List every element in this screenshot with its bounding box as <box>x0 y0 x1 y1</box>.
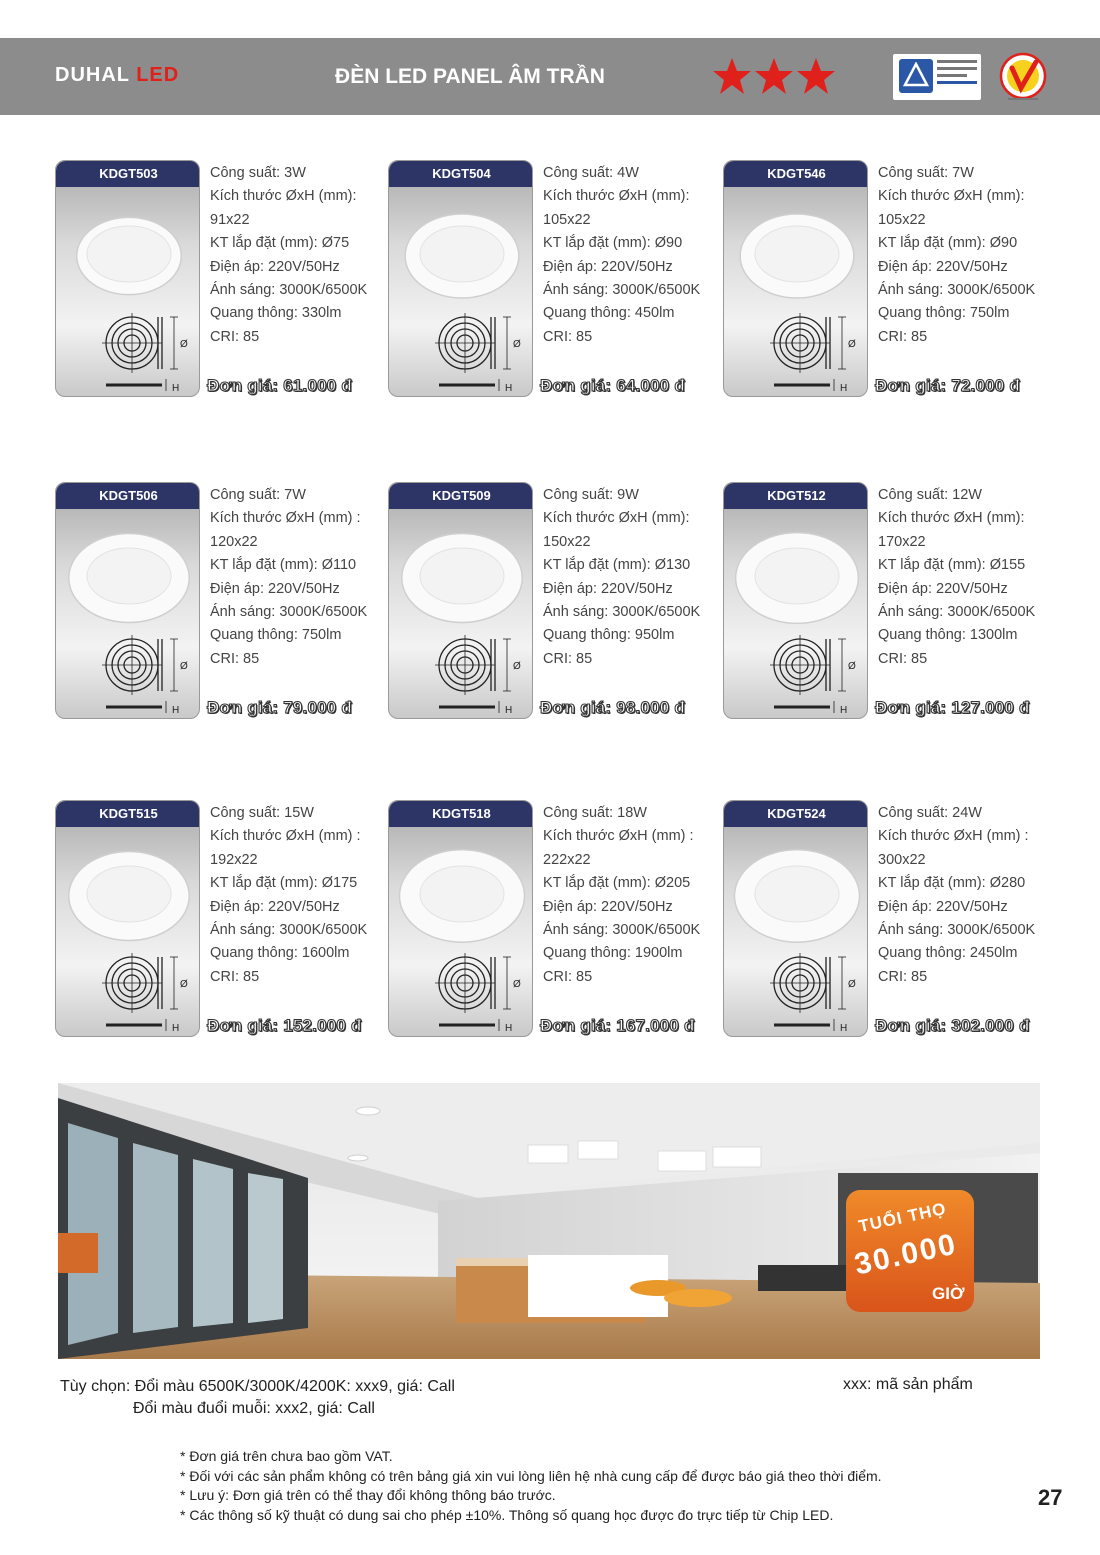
diameter-label: Ø <box>513 661 521 672</box>
product-specs <box>543 484 718 671</box>
dimension-diagram <box>100 953 198 1033</box>
spec-power: Công suất: 12W <box>878 487 982 503</box>
product-card <box>55 160 385 400</box>
product-price: Đơn giá: 79.000 đ <box>207 698 352 717</box>
tuv-certification-logo <box>893 54 981 100</box>
notes-block <box>180 1447 882 1525</box>
product-price: Đơn giá: 302.000 đ <box>875 1016 1030 1035</box>
diameter-label: Ø <box>848 979 856 990</box>
product-specs <box>210 162 385 349</box>
spec-cri: CRI: 85 <box>878 328 928 345</box>
product-code: KDGT515 <box>56 801 200 827</box>
spec-voltage: Điện áp: 220V/50Hz <box>543 898 673 915</box>
spec-size-label: Kích thước ØxH (mm) : <box>878 828 1029 845</box>
lamp-photo <box>732 841 862 951</box>
product-image-panel <box>388 160 533 397</box>
spec-flux: Quang thông: 450lm <box>543 305 675 322</box>
product-specs <box>878 802 1053 989</box>
spec-voltage: Điện áp: 220V/50Hz <box>210 258 340 275</box>
diameter-label: Ø <box>180 339 188 350</box>
product-card <box>388 800 718 1040</box>
spec-size-label: Kích thước ØxH (mm) : <box>210 828 361 845</box>
spec-size: 120x22 <box>210 533 258 550</box>
lamp-photo <box>64 841 194 951</box>
spec-install: KT lắp đặt (mm): Ø280 <box>878 875 1026 892</box>
diameter-label: Ø <box>180 661 188 672</box>
dimension-diagram <box>433 953 531 1033</box>
diameter-label: Ø <box>180 979 188 990</box>
diameter-label: Ø <box>513 979 521 990</box>
star-icon <box>796 56 836 96</box>
spec-size-label: Kích thước ØxH (mm) : <box>210 510 361 527</box>
spec-cri: CRI: 85 <box>878 968 928 985</box>
spec-light: Ánh sáng: 3000K/6500K <box>878 604 1036 621</box>
height-label: H <box>172 1023 180 1033</box>
product-price: Đơn giá: 167.000 đ <box>540 1016 695 1035</box>
spec-light: Ánh sáng: 3000K/6500K <box>878 922 1036 939</box>
product-price: Đơn giá: 152.000 đ <box>207 1016 362 1035</box>
dimension-diagram <box>768 635 866 715</box>
spec-size-label: Kích thước ØxH (mm): <box>210 188 357 205</box>
spec-voltage: Điện áp: 220V/50Hz <box>210 580 340 597</box>
spec-flux: Quang thông: 1600lm <box>210 945 350 962</box>
product-image-panel <box>55 482 200 719</box>
lamp-photo <box>732 201 862 311</box>
spec-light: Ánh sáng: 3000K/6500K <box>878 282 1036 299</box>
spec-flux: Quang thông: 950lm <box>543 627 675 644</box>
diameter-label: Ø <box>513 339 521 350</box>
height-label: H <box>840 705 848 715</box>
spec-cri: CRI: 85 <box>543 650 593 667</box>
spec-size-label: Kích thước ØxH (mm) : <box>543 828 694 845</box>
spec-power: Công suất: 18W <box>543 805 647 821</box>
spec-light: Ánh sáng: 3000K/6500K <box>543 604 701 621</box>
spec-cri: CRI: 85 <box>878 650 928 667</box>
height-label: H <box>505 383 513 393</box>
product-image-panel <box>388 800 533 1037</box>
product-specs <box>878 484 1053 671</box>
spec-light: Ánh sáng: 3000K/6500K <box>543 922 701 939</box>
spec-power: Công suất: 9W <box>543 487 639 503</box>
product-code: KDGT509 <box>389 483 533 509</box>
lamp-photo <box>397 201 527 311</box>
spec-light: Ánh sáng: 3000K/6500K <box>210 922 368 939</box>
spec-size: 150x22 <box>543 533 591 550</box>
spec-power: Công suất: 4W <box>543 165 639 181</box>
spec-voltage: Điện áp: 220V/50Hz <box>543 580 673 597</box>
spec-power: Công suất: 15W <box>210 805 314 821</box>
rating-stars <box>712 56 836 96</box>
spec-size: 170x22 <box>878 533 926 550</box>
header-band <box>0 38 1100 115</box>
height-label: H <box>505 705 513 715</box>
page-number: 27 <box>1038 1485 1063 1510</box>
product-code: KDGT503 <box>56 161 200 187</box>
product-specs <box>210 802 385 989</box>
spec-voltage: Điện áp: 220V/50Hz <box>878 898 1008 915</box>
product-specs <box>543 802 718 989</box>
spec-install: KT lắp đặt (mm): Ø90 <box>878 235 1018 252</box>
lifespan-unit: GIỜ <box>932 1284 965 1303</box>
diameter-label: Ø <box>848 661 856 672</box>
dimension-diagram <box>100 635 198 715</box>
product-specs <box>210 484 385 671</box>
note-item: * Đối với các sản phẩm không có trên bảng giá xin vui lòng liên hệ nhà cung cấp để được báo giá theo thời điểm. <box>180 1467 882 1484</box>
product-card <box>388 482 718 722</box>
brand-accent: LED <box>136 64 180 86</box>
dimension-diagram <box>433 635 531 715</box>
lamp-photo <box>397 523 527 633</box>
brand-main: DUHAL <box>55 64 137 86</box>
product-card <box>723 800 1053 1040</box>
product-image-panel <box>55 160 200 397</box>
spec-size: 91x22 <box>210 211 250 228</box>
note-item: * Đơn giá trên chưa bao gồm VAT. <box>180 1448 393 1464</box>
dimension-diagram <box>100 313 198 393</box>
product-image-panel <box>723 800 868 1037</box>
spec-cri: CRI: 85 <box>210 328 260 345</box>
dimension-diagram <box>433 313 531 393</box>
spec-size: 300x22 <box>878 851 926 868</box>
note-item: * Lưu ý: Đơn giá trên có thể thay đổi không thông báo trước. <box>180 1487 556 1503</box>
spec-voltage: Điện áp: 220V/50Hz <box>878 580 1008 597</box>
product-specs <box>543 162 718 349</box>
spec-install: KT lắp đặt (mm): Ø90 <box>543 235 683 252</box>
spec-flux: Quang thông: 1900lm <box>543 945 683 962</box>
product-price: Đơn giá: 61.000 đ <box>207 376 352 395</box>
spec-cri: CRI: 85 <box>210 968 260 985</box>
product-image-panel <box>388 482 533 719</box>
spec-size: 105x22 <box>878 211 926 228</box>
option-line-2: Đổi màu đuổi muỗi: xxx2, giá: Call <box>133 1400 375 1417</box>
lifespan-label: TUỔI THỌ <box>856 1198 949 1237</box>
product-card <box>55 482 385 722</box>
product-code: KDGT518 <box>389 801 533 827</box>
product-card <box>723 482 1053 722</box>
product-card <box>723 160 1053 400</box>
spec-flux: Quang thông: 330lm <box>210 305 342 322</box>
spec-power: Công suất: 7W <box>878 165 974 181</box>
lamp-photo <box>397 841 527 951</box>
spec-flux: Quang thông: 1300lm <box>878 627 1018 644</box>
spec-voltage: Điện áp: 220V/50Hz <box>210 898 340 915</box>
spec-install: KT lắp đặt (mm): Ø130 <box>543 557 691 574</box>
spec-cri: CRI: 85 <box>210 650 260 667</box>
spec-flux: Quang thông: 750lm <box>210 627 342 644</box>
spec-size: 222x22 <box>543 851 591 868</box>
spec-light: Ánh sáng: 3000K/6500K <box>543 282 701 299</box>
lifespan-hours: 30.000 <box>851 1227 960 1282</box>
product-price: Đơn giá: 127.000 đ <box>875 698 1030 717</box>
height-label: H <box>840 1023 848 1033</box>
product-image-panel <box>55 800 200 1037</box>
product-code: KDGT512 <box>724 483 868 509</box>
lamp-photo <box>64 523 194 633</box>
spec-size-label: Kích thước ØxH (mm): <box>878 510 1025 527</box>
page-title: ĐÈN LED PANEL ÂM TRẦN <box>335 65 605 88</box>
product-code: KDGT546 <box>724 161 868 187</box>
spec-install: KT lắp đặt (mm): Ø110 <box>210 557 357 574</box>
height-label: H <box>840 383 848 393</box>
spec-install: KT lắp đặt (mm): Ø155 <box>878 557 1026 574</box>
spec-size: 192x22 <box>210 851 258 868</box>
spec-size-label: Kích thước ØxH (mm): <box>543 510 690 527</box>
product-card <box>388 160 718 400</box>
product-price: Đơn giá: 72.000 đ <box>875 376 1020 395</box>
quality-seal-logo <box>994 52 1052 104</box>
lamp-photo <box>732 523 862 633</box>
spec-install: KT lắp đặt (mm): Ø175 <box>210 875 358 892</box>
star-icon <box>712 56 752 96</box>
product-price: Đơn giá: 64.000 đ <box>540 376 685 395</box>
spec-cri: CRI: 85 <box>543 328 593 345</box>
product-code: KDGT506 <box>56 483 200 509</box>
product-code: KDGT524 <box>724 801 868 827</box>
product-card <box>55 800 385 1040</box>
spec-size-label: Kích thước ØxH (mm): <box>543 188 690 205</box>
lifespan-badge <box>846 1190 974 1312</box>
spec-light: Ánh sáng: 3000K/6500K <box>210 604 368 621</box>
product-image-panel <box>723 482 868 719</box>
height-label: H <box>172 705 180 715</box>
spec-size-label: Kích thước ØxH (mm): <box>878 188 1025 205</box>
spec-install: KT lắp đặt (mm): Ø75 <box>210 235 350 252</box>
spec-flux: Quang thông: 2450lm <box>878 945 1018 962</box>
star-icon <box>754 56 794 96</box>
spec-voltage: Điện áp: 220V/50Hz <box>543 258 673 275</box>
spec-light: Ánh sáng: 3000K/6500K <box>210 282 368 299</box>
height-label: H <box>505 1023 513 1033</box>
spec-install: KT lắp đặt (mm): Ø205 <box>543 875 691 892</box>
spec-size: 105x22 <box>543 211 591 228</box>
spec-cri: CRI: 85 <box>543 968 593 985</box>
spec-power: Công suất: 7W <box>210 487 306 503</box>
product-image-panel <box>723 160 868 397</box>
option-line-1: Tùy chọn: Đổi màu 6500K/3000K/4200K: xxx9, giá: Call <box>60 1378 455 1395</box>
spec-voltage: Điện áp: 220V/50Hz <box>878 258 1008 275</box>
spec-power: Công suất: 3W <box>210 165 306 181</box>
product-code: KDGT504 <box>389 161 533 187</box>
height-label: H <box>172 383 180 393</box>
note-item: * Các thông số kỹ thuật có dung sai cho phép ±10%. Thông số quang học được đo trực tiếp từ Chip LED. <box>180 1506 834 1523</box>
options-block <box>60 1376 455 1420</box>
product-price: Đơn giá: 98.000 đ <box>540 698 685 717</box>
product-specs <box>878 162 1053 349</box>
code-legend: xxx: mã sản phẩm <box>843 1376 973 1393</box>
dimension-diagram <box>768 953 866 1033</box>
spec-flux: Quang thông: 750lm <box>878 305 1010 322</box>
spec-power: Công suất: 24W <box>878 805 982 821</box>
lamp-photo <box>64 201 194 311</box>
dimension-diagram <box>768 313 866 393</box>
diameter-label: Ø <box>848 339 856 350</box>
